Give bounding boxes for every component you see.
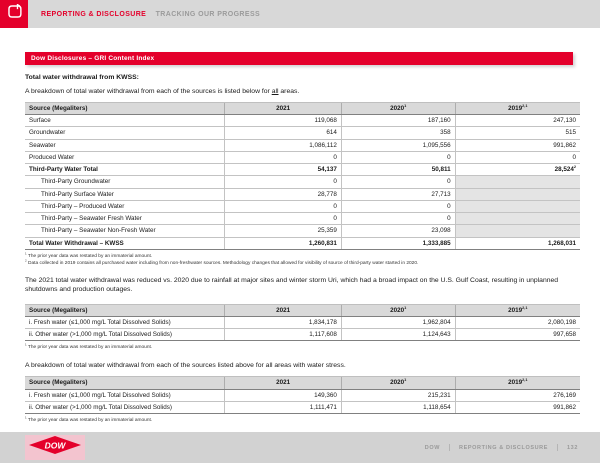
- table-header-row: [25, 103, 580, 115]
- value-2019-cell: [455, 164, 580, 176]
- header-2020-label: 2020: [390, 306, 405, 314]
- footnote-2-text: Data collected in 2019 contains all purchased water including from non-freshwater sources. Methodology changes that allowed for visibility of source of third-party water started in 2020.: [28, 261, 419, 266]
- value-2020-cell: 1,124,643: [341, 329, 455, 341]
- value-2019-cell-na: [455, 225, 580, 237]
- footnote-1: [25, 417, 580, 424]
- header-2019-label: 2019: [508, 306, 523, 314]
- table1-footnotes: [25, 253, 580, 267]
- header-source: [25, 103, 225, 115]
- source-cell: Surface: [25, 115, 225, 127]
- source-cell: Third-Party Surface Water: [25, 188, 225, 200]
- footnote-2-marker: 2: [25, 258, 27, 263]
- intro-text-suffix: areas.: [278, 88, 300, 95]
- dow-diamond-icon: [25, 435, 85, 460]
- value-2020-cell: 358: [341, 127, 455, 139]
- intro-underlined-word: all: [271, 88, 279, 95]
- water-quality-all-areas-table: [25, 304, 580, 342]
- table2-footnote: [25, 344, 580, 351]
- header-source-label: Source (Megaliters): [29, 105, 88, 112]
- source-cell: Seawater: [25, 139, 225, 151]
- header-2019: [455, 377, 580, 389]
- table-row: [25, 316, 580, 328]
- value-2019-cell: 991,862: [455, 401, 580, 413]
- footer-page-number: 132: [567, 444, 578, 451]
- intro-water-stress: A breakdown of total water withdrawal from each of the sources listed above for all areas with water stress.: [25, 362, 346, 370]
- footnote-1-marker: 1: [25, 251, 27, 256]
- value-2021-cell: 25,359: [225, 225, 342, 237]
- value-2021-cell: 0: [225, 200, 342, 212]
- value-2021-cell: 0: [225, 176, 342, 188]
- header-2019-label: 2019: [508, 379, 523, 387]
- header-2020-footnote-marker: 1: [404, 377, 407, 383]
- value-2021-cell: 1,834,178: [225, 316, 342, 328]
- table3-footnote: [25, 417, 580, 424]
- value-2020-cell: 187,160: [341, 115, 455, 127]
- value-2020-cell: 50,811: [341, 164, 455, 176]
- chapter-title: REPORTING & DISCLOSURE: [41, 10, 147, 18]
- value-2019-cell-na: [455, 188, 580, 200]
- value-2019-cell: 1,268,031: [455, 237, 580, 249]
- source-cell: Third-Party – Seawater Fresh Water: [25, 213, 225, 225]
- header-2019: [455, 304, 580, 316]
- header-2019-footnote-marker: 2,1: [522, 304, 528, 310]
- header-source: [25, 377, 225, 389]
- value-2020-cell: 215,231: [341, 389, 455, 401]
- source-cell: Groundwater: [25, 127, 225, 139]
- header-2020-footnote-marker: 1: [404, 102, 407, 108]
- value-2019-text: 28,524: [554, 166, 574, 174]
- header-2020: [341, 377, 455, 389]
- value-2020-cell: 0: [341, 200, 455, 212]
- source-cell: Third-Party – Seawater Non-Fresh Water: [25, 225, 225, 237]
- source-cell: i. Fresh water (≤1,000 mg/L Total Dissolved Solids): [25, 316, 225, 328]
- value-2021-cell: 1,260,831: [225, 237, 342, 249]
- report-flag-icon: [6, 3, 23, 25]
- value-2019-cell: 997,658: [455, 329, 580, 341]
- reduction-explanation-paragraph: The 2021 total water withdrawal was reduced vs. 2020 due to rainfall at major sites and winter storm Uri, which had a broad impact on the U.S. Gulf Coast, resulting in unplanned shutdowns and production outages.: [25, 277, 559, 294]
- footer-breadcrumb: [425, 444, 578, 451]
- table-header-row: [25, 304, 580, 316]
- intro-all-areas: [25, 88, 580, 95]
- header-2019-footnote-marker: 2,1: [522, 102, 528, 108]
- value-2021-cell: 28,778: [225, 188, 342, 200]
- dow-logo-text: DOW: [44, 440, 66, 451]
- header-2020-label: 2020: [390, 379, 405, 387]
- source-cell: i. Fresh water (≤1,000 mg/L Total Dissolved Solids): [25, 389, 225, 401]
- footer-section: REPORTING & DISCLOSURE: [459, 444, 549, 451]
- header-2019: [455, 103, 580, 115]
- value-2021-cell: 149,360: [225, 389, 342, 401]
- value-2020-cell: 1,962,804: [341, 316, 455, 328]
- footnote-1-text: The prior year data was restated by an immaterial amount.: [27, 253, 153, 259]
- value-2020-cell: 23,098: [341, 225, 455, 237]
- footnote-1: [25, 344, 580, 351]
- table-row: [25, 151, 580, 163]
- value-2019-cell-na: [455, 200, 580, 212]
- header-2021-label: 2021: [276, 379, 291, 387]
- footnote-1-marker: 1: [25, 342, 27, 347]
- header-2021-label: 2021: [276, 306, 291, 314]
- table-row: [25, 329, 580, 341]
- table-row: [25, 127, 580, 139]
- value-2020-cell: 0: [341, 151, 455, 163]
- top-bar: [0, 0, 600, 28]
- table-row: [25, 389, 580, 401]
- source-cell: Third-Party Water Total: [25, 164, 225, 176]
- header-2020-label: 2020: [390, 105, 405, 112]
- footnote-1: [25, 251, 580, 263]
- value-2021-cell: 119,068: [225, 115, 342, 127]
- source-cell: Total Water Withdrawal – KWSS: [25, 237, 225, 249]
- dow-logo: [25, 435, 85, 460]
- table-row: [25, 139, 580, 151]
- value-2021-cell: 54,137: [225, 164, 342, 176]
- footnote-2: [25, 260, 580, 267]
- value-2019-cell-na: [455, 213, 580, 225]
- value-2020-cell: 1,095,556: [341, 139, 455, 151]
- value-2019-footnote-marker: 2: [573, 164, 576, 170]
- value-2020-cell: 27,713: [341, 188, 455, 200]
- value-2019-cell: 2,080,198: [455, 316, 580, 328]
- table-row: [25, 401, 580, 413]
- value-2019-cell-na: [455, 176, 580, 188]
- table-header-row: [25, 377, 580, 389]
- table-row: [25, 213, 580, 225]
- value-2019-cell: 276,169: [455, 389, 580, 401]
- header-2020: [341, 103, 455, 115]
- value-2019-cell: 991,862: [455, 139, 580, 151]
- value-2019-cell: 515: [455, 127, 580, 139]
- header-2021: [225, 377, 342, 389]
- value-2021-cell: 1,111,471: [225, 401, 342, 413]
- header-2019-label: 2019: [508, 105, 523, 112]
- value-2021-cell: 1,086,112: [225, 139, 342, 151]
- source-cell: Produced Water: [25, 151, 225, 163]
- value-2020-cell: 1,118,654: [341, 401, 455, 413]
- table-row-third-party-total: [25, 164, 580, 176]
- header-2020-footnote-marker: 1: [404, 304, 407, 310]
- table-row: [25, 200, 580, 212]
- header-source: [25, 304, 225, 316]
- value-2020-cell: 0: [341, 213, 455, 225]
- footer-brand: DOW: [424, 444, 441, 451]
- header-2020: [341, 304, 455, 316]
- value-2021-cell: 1,117,608: [225, 329, 342, 341]
- value-2019-cell: 247,130: [455, 115, 580, 127]
- header-2021: [225, 103, 342, 115]
- footer-separator: [449, 444, 450, 451]
- value-2021-cell: 0: [225, 213, 342, 225]
- value-2020-cell: 0: [341, 176, 455, 188]
- table-row: [25, 115, 580, 127]
- header-source-label: Source (Megaliters): [29, 379, 88, 387]
- intro-text: A breakdown of total water withdrawal from each of the sources is listed below for: [25, 88, 272, 95]
- value-2020-cell: 1,333,885: [341, 237, 455, 249]
- water-quality-water-stress-table: [25, 376, 580, 414]
- source-cell: ii. Other water (>1,000 mg/L Total Dissolved Solids): [25, 329, 225, 341]
- table-row: [25, 176, 580, 188]
- value-2021-cell: 614: [225, 127, 342, 139]
- value-2019-cell: 0: [455, 151, 580, 163]
- table-row: [25, 188, 580, 200]
- page-footer: [0, 432, 600, 463]
- table-row-total-kwss: [25, 237, 580, 249]
- chapter-subtitle: TRACKING OUR PROGRESS: [155, 10, 261, 18]
- table-row: [25, 225, 580, 237]
- footnote-1-marker: 1: [25, 415, 27, 420]
- header-source-label: Source (Megaliters): [29, 306, 88, 314]
- water-withdrawal-sources-table: [25, 102, 580, 250]
- source-cell: Third-Party Groundwater: [25, 176, 225, 188]
- chapter-logo-square: [0, 0, 28, 28]
- source-cell: ii. Other water (>1,000 mg/L Total Dissolved Solids): [25, 401, 225, 413]
- header-2019-footnote-marker: 2,1: [522, 377, 528, 383]
- value-2021-cell: 0: [225, 151, 342, 163]
- page-heading: Total water withdrawal from KWSS:: [25, 74, 139, 81]
- header-2021-label: 2021: [276, 105, 291, 112]
- footnote-1-text: The prior year data was restated by an immaterial amount.: [27, 345, 153, 351]
- footer-separator: [557, 444, 558, 451]
- section-banner: Dow Disclosures – GRI Content Index: [25, 52, 573, 65]
- header-2021: [225, 304, 342, 316]
- source-cell: Third-Party – Produced Water: [25, 200, 225, 212]
- footnote-1-text: The prior year data was restated by an immaterial amount.: [27, 418, 153, 424]
